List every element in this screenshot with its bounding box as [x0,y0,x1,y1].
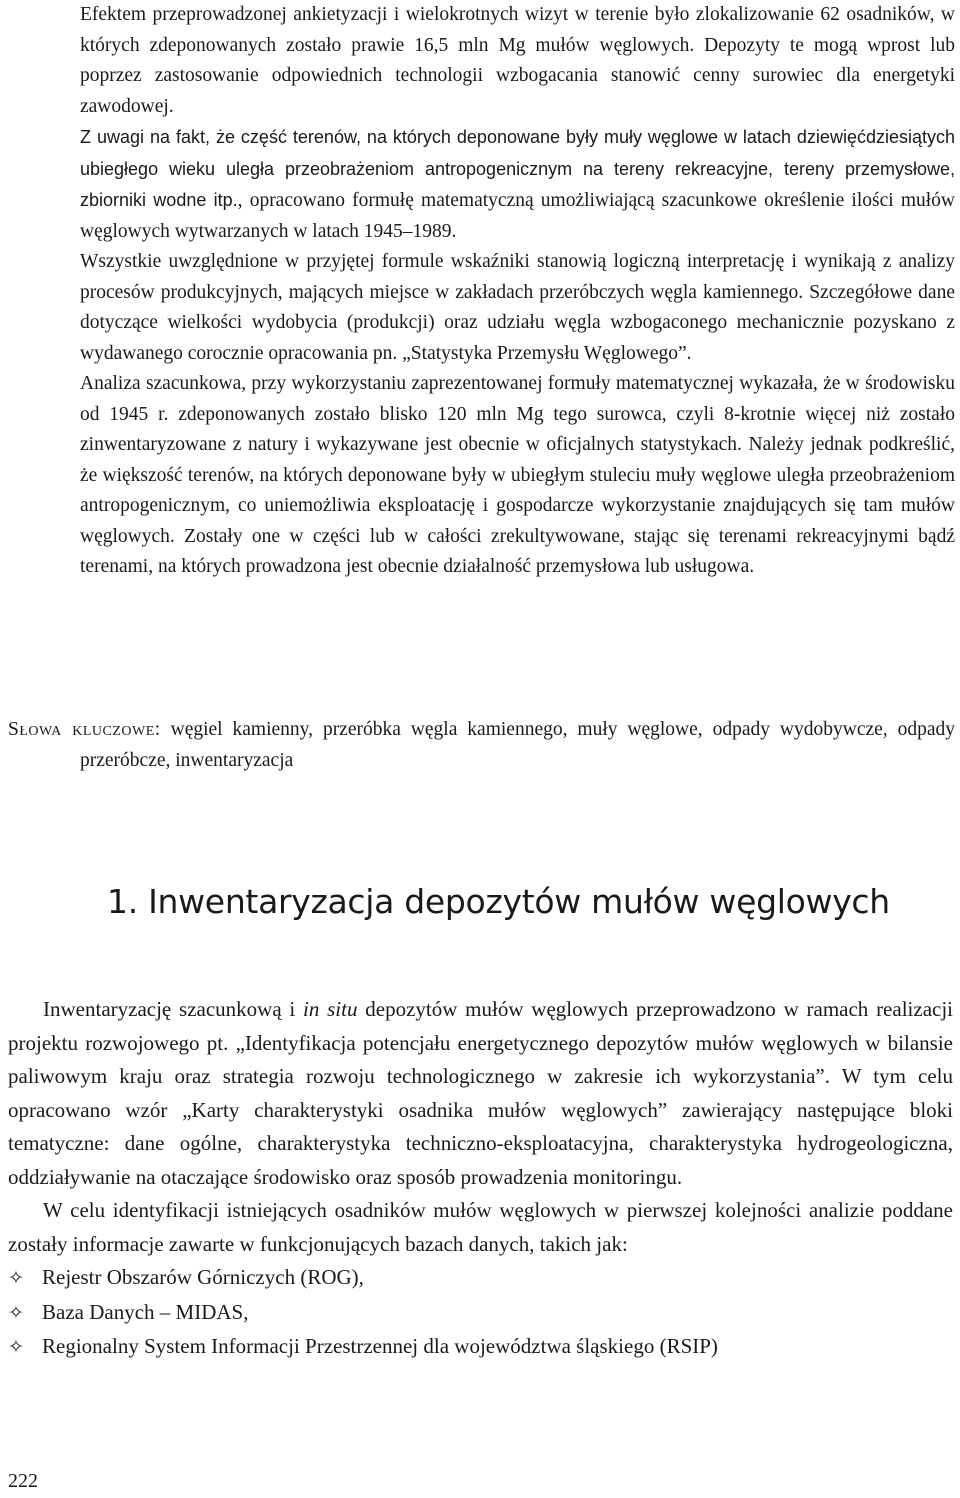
section-paragraph-1 [8,993,953,1194]
diamond-bullet-icon: ✧ [8,1301,24,1324]
list-item [8,1261,953,1296]
diamond-bullet-icon: ✧ [8,1336,24,1358]
p1-after: depozytów mułów węglowych przeprowadzono w ramach realizacji projektu rozwojowego pt. „Identyfikacja potencjału energetycznego depozytów mułów węglowych w bilansie paliwowym kraju oraz strategia rozwoju technologicznego w zakresie ich wykorzystania”. W tym celu opracowano wzór „Karty charakterystyki osadnika mułów węglowych” zawierający następujące bloki tematyczne: dane ogólne, charakterystyka techniczno-eksploatacyjna, charakterystyka hydrogeologiczna, oddziaływanie na otaczające środowisko oraz sposób prowadzenia monitoringu. [8,997,954,1189]
section-title: 1. Inwentaryzacja depozytów mułów węglowych [107,882,890,921]
keywords-text: węgiel kamienny, przeróbka węgla kamiennego, muły węglowe, odpady wydobywcze, odpady przeróbcze, inwentaryzacja [80,719,956,771]
list-item [8,1330,953,1365]
abstract-paragraph-2 [80,122,955,247]
database-list [8,1261,953,1365]
abstract-paragraph-2-sans: Z uwagi na fakt, że część terenów, na których deponowane były muły węglowe w latach dziewięćdziesiątych ubiegłego wieku uległa przeobrażeniom antropogenicznym na tereny rekreacyjne, tereny przemysłowe, zbiorniki wodne itp. [80,127,955,210]
abstract-paragraph-4: Analiza szacunkowa, przy wykorzystaniu zaprezentowanej formuły matematycznej wykazała, że w środowisku od 1945 r. zdeponowanych zostało blisko 120 mln Mg tego surowca, czyli 8-krotnie więcej niż zostało zinwentaryzowane z natury i wykazywane jest obecnie w oficjalnych statystykach. Należy jednak podkreślić, że większość terenów, na których deponowane były w ubiegłym stuleciu muły węglowe uległa przeobrażeniom antropogenicznym, co uniemożliwia eksploatację i gospodarcze wykorzystanie znajdujących się tam mułów węglowych. Zostały one w części lub w całości zrekultywowane, stając się terenami rekreacyjnymi bądź terenami, na których prowadzona jest obecnie działalność przemysłowa lub usługowa. [80,373,955,577]
abstract [80,0,955,583]
page-number: 222 [8,1470,38,1492]
abstract-paragraph-2-end: , opracowano formułę matematyczną umożliwiającą szacunkowe określenie ilości mułów węglowych wytwarzanych w latach 1945–1989. [80,190,955,242]
p1-italic: in situ [303,997,358,1021]
keywords-label: Słowa kluczowe: [8,719,161,740]
abstract-paragraph-1: Efektem przeprowadzonej ankietyzacji i wielokrotnych wizyt w terenie było zlokalizowanie 62 osadników, w których zdeponowanych zostało prawie 16,5 mln Mg mułów węglowych. Depozyty te mogą wprost lub poprzez zastosowanie odpowiednich technologii wzbogacania stanowić cenny surowiec dla energetyki zawodowej. [80,4,955,117]
section-body [8,993,953,1365]
list-item-text: Rejestr Obszarów Górniczych (ROG), [42,1265,364,1289]
abstract-paragraph-3: Wszystkie uwzględnione w przyjętej formule wskaźniki stanowią logiczną interpretację i wynikają z analizy procesów produkcyjnych, mających miejsce w zakładach przeróbczych węgla kamiennego. Szczegółowe dane dotyczące wielkości wydobycia (produkcji) oraz udziału węgla wzbogaconego mechanicznie pozyskano z wydawanego corocznie opracowania pn. „Statystyka Przemysłu Węglowego”. [80,251,955,364]
list-item-text: Regionalny System Informacji Przestrzennej dla województwa śląskiego (RSIP) [42,1334,718,1358]
section-paragraph-2: W celu identyfikacji istniejących osadników mułów węglowych w pierwszej kolejności analizie poddane zostały informacje zawarte w funkcjonujących bazach danych, takich jak: [8,1198,953,1256]
keywords [8,714,955,776]
list-item [8,1296,953,1331]
list-item-text: Baza Danych – MIDAS, [42,1299,249,1324]
diamond-bullet-icon: ✧ [8,1267,24,1289]
p1-before: Inwentaryzację szacunkową i [43,997,304,1021]
